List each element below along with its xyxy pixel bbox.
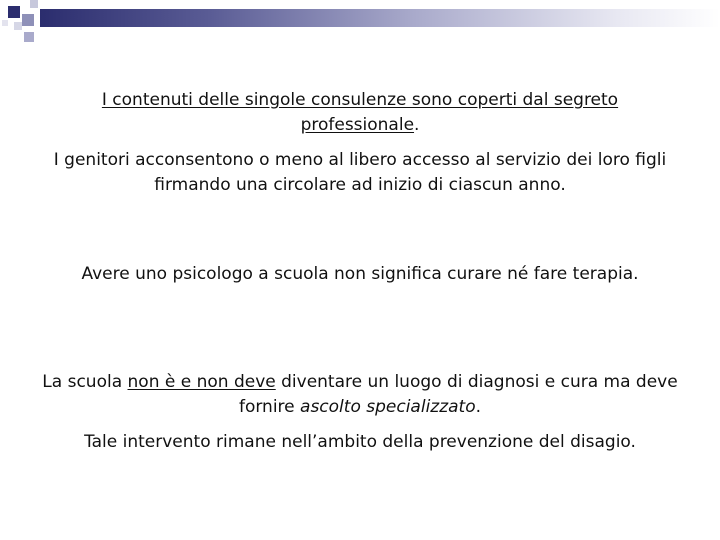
decorative-square-icon xyxy=(22,14,34,26)
gradient-header-bar xyxy=(40,9,720,27)
school-role-start: La scuola xyxy=(42,372,128,392)
school-role-emphasis: non è e non deve xyxy=(127,372,276,392)
slide-decoration xyxy=(0,0,720,50)
consent-line-1: I genitori acconsentono o meno al libero accesso al servizio dei loro figli xyxy=(53,150,667,170)
school-role-rest: diventare un luogo di diagnosi e cura ma deve xyxy=(275,372,678,392)
decorative-square-icon xyxy=(14,22,22,30)
period: . xyxy=(475,397,482,417)
paragraph-confidentiality xyxy=(20,88,700,138)
school-role-provide: fornire xyxy=(238,397,301,417)
decorative-square-icon xyxy=(2,20,8,26)
prevention-text: Tale intervento rimane nell’ambito della prevenzione del disagio. xyxy=(84,432,636,452)
confidentiality-term: professionale xyxy=(300,115,415,135)
decorative-square-icon xyxy=(8,6,20,18)
paragraph-parental-consent xyxy=(20,148,700,198)
school-role-specialized-listening: ascolto specializzato xyxy=(300,397,476,417)
confidentiality-text: I contenuti delle singole consulenze sono coperti dal segreto xyxy=(101,90,619,110)
decorative-square-icon xyxy=(30,0,38,8)
decorative-square-icon xyxy=(24,32,34,42)
consent-line-2: firmando una circolare ad inizio di ciascun anno. xyxy=(154,175,566,195)
paragraph-school-role xyxy=(20,370,700,420)
paragraph-prevention xyxy=(20,430,700,455)
psychologist-text: Avere uno psicologo a scuola non significa curare né fare terapia. xyxy=(81,264,639,284)
period: . xyxy=(414,115,420,135)
paragraph-psychologist xyxy=(20,262,700,287)
